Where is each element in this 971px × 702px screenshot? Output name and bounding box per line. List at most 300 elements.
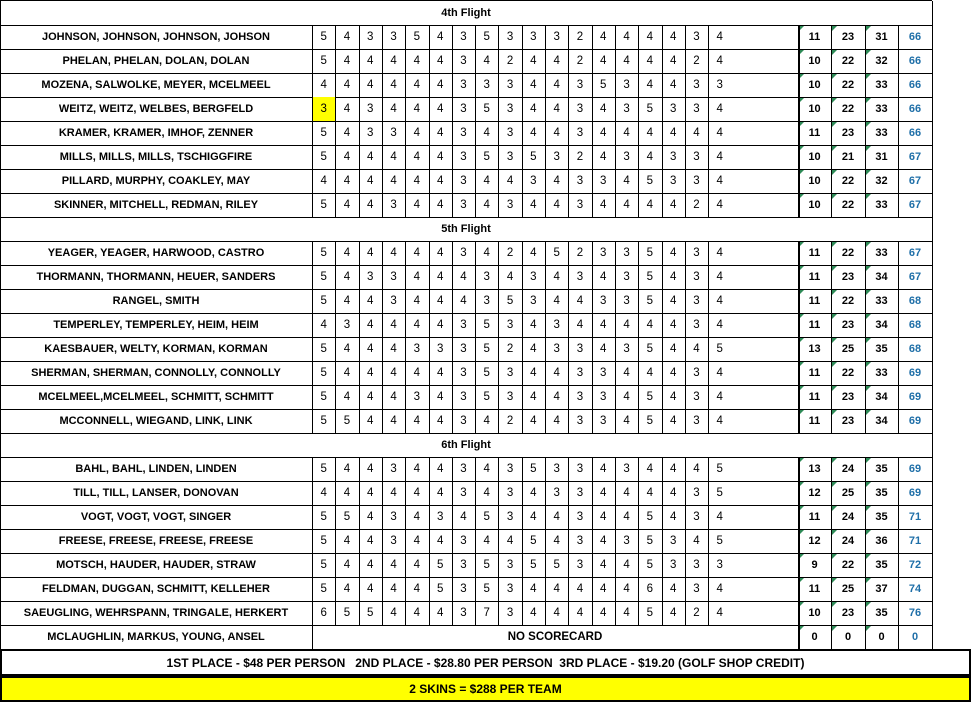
grid-line [932, 529, 933, 553]
hole-score: 4 [530, 319, 537, 331]
team-name: THORMANN, THORMANN, HEUER, SANDERS [36, 271, 276, 283]
hole-score: 4 [390, 55, 397, 67]
hole-score: 4 [553, 271, 560, 283]
grid-line [798, 337, 800, 361]
hole-score: 4 [343, 247, 351, 259]
team-total: 33 [875, 199, 888, 211]
grid-line [662, 121, 663, 145]
grid-line [405, 385, 406, 409]
grid-line [638, 121, 639, 145]
hole-score: 3 [413, 343, 421, 355]
hole-score: 5 [530, 151, 537, 163]
hole-score: 4 [390, 79, 397, 91]
grid-line [798, 25, 800, 49]
grid-line [452, 121, 453, 145]
hole-score: 4 [320, 487, 327, 499]
hole-score: 4 [600, 31, 607, 43]
grid-line [638, 361, 639, 385]
hole-score: 3 [623, 151, 630, 163]
hole-score: 4 [646, 199, 654, 211]
grid-line [452, 145, 453, 169]
grid-line [452, 601, 453, 625]
grid-line [592, 337, 593, 361]
hole-score: 3 [576, 559, 584, 571]
hole-score: 3 [576, 199, 584, 211]
hole-score: 3 [367, 103, 374, 115]
grid-line [545, 49, 546, 73]
hole-score: 5 [553, 247, 560, 259]
grid-line [452, 361, 453, 385]
grid-line [312, 265, 313, 289]
hole-score: 4 [367, 343, 374, 355]
grid-line [662, 481, 663, 505]
grid-line [545, 481, 546, 505]
hole-score: 4 [716, 31, 723, 43]
flight-title: 6th Flight [441, 439, 491, 451]
hole-score: 4 [343, 199, 351, 211]
hole-score: 4 [669, 271, 677, 283]
grid-line [429, 25, 430, 49]
grid-line [335, 25, 336, 49]
grid-line [545, 337, 546, 361]
grid-line [405, 361, 406, 385]
team-total: 11 [808, 127, 821, 139]
grid-line [498, 313, 499, 337]
grid-line [312, 505, 313, 529]
grid-line [498, 601, 499, 625]
grid-line [592, 529, 593, 553]
grid-line [831, 361, 832, 385]
grid-line [382, 409, 383, 433]
grid-line [498, 481, 499, 505]
grid-line [568, 145, 569, 169]
hole-score: 5 [436, 583, 444, 595]
grid-line [429, 313, 430, 337]
hole-score: 4 [506, 271, 514, 283]
grid-line [0, 1, 1, 649]
team-total: 11 [808, 247, 821, 259]
team-total: 23 [841, 31, 855, 43]
hole-score: 4 [530, 55, 537, 67]
hole-score: 4 [343, 559, 351, 571]
hole-score: 4 [716, 175, 723, 187]
grid-line [865, 97, 866, 121]
hole-score: 4 [693, 535, 700, 547]
hole-score: 4 [646, 463, 654, 475]
grid-line [798, 73, 800, 97]
grid-line [405, 313, 406, 337]
grid-line [831, 505, 832, 529]
grid-line [0, 0, 932, 1]
corner-tick [866, 170, 871, 175]
hole-score: 4 [669, 319, 677, 331]
team-name: FELDMAN, DUGGAN, SCHMITT, KELLEHER [42, 583, 270, 595]
grid-line [592, 577, 593, 601]
grid-line [798, 601, 800, 625]
grid-line [662, 337, 663, 361]
grid-line [708, 289, 709, 313]
hole-score: 3 [367, 127, 374, 139]
grid-line [335, 169, 336, 193]
hole-score: 4 [320, 319, 327, 331]
grid-line [382, 97, 383, 121]
final-score: 0 [911, 631, 919, 643]
hole-score: 4 [600, 463, 607, 475]
grid-line [685, 601, 686, 625]
hole-score: 4 [436, 103, 444, 115]
grid-line [568, 577, 569, 601]
team-name: FREESE, FREESE, FREESE, FREESE [58, 535, 254, 547]
grid-line [932, 601, 933, 625]
grid-line [382, 481, 383, 505]
grid-line [932, 505, 933, 529]
grid-line [865, 25, 866, 49]
corner-tick [832, 74, 837, 79]
hole-score: 5 [320, 559, 327, 571]
grid-line [522, 505, 523, 529]
hole-score: 4 [623, 583, 630, 595]
hole-score: 3 [367, 271, 374, 283]
grid-line [498, 337, 499, 361]
grid-line [592, 97, 593, 121]
hole-score: 4 [600, 319, 607, 331]
grid-line [335, 385, 336, 409]
hole-score: 4 [716, 319, 723, 331]
grid-line [638, 601, 639, 625]
hole-score: 4 [553, 295, 560, 307]
hole-score: 3 [576, 175, 584, 187]
grid-line [638, 553, 639, 577]
grid-line [708, 361, 709, 385]
hole-score: 4 [530, 367, 537, 379]
hole-score: 3 [576, 127, 584, 139]
hole-score: 4 [413, 247, 421, 259]
grid-line [429, 577, 430, 601]
hole-score: 4 [413, 319, 421, 331]
grid-line [452, 457, 453, 481]
hole-score: 3 [460, 79, 467, 91]
grid-line [475, 97, 476, 121]
team-total: 23 [841, 607, 855, 619]
hole-score: 5 [646, 607, 654, 619]
grid-line [638, 505, 639, 529]
grid-line [568, 409, 569, 433]
hole-score: 5 [320, 343, 327, 355]
grid-line [312, 169, 313, 193]
grid-line [898, 337, 899, 361]
grid-line [932, 577, 933, 601]
grid-line [522, 145, 523, 169]
hole-score: 3 [623, 271, 630, 283]
hole-score: 3 [506, 199, 514, 211]
hole-score: 4 [716, 151, 723, 163]
grid-line [359, 73, 360, 97]
hole-score: 4 [436, 175, 444, 187]
hole-score: 3 [506, 559, 514, 571]
grid-line [312, 193, 313, 217]
grid-line [831, 313, 832, 337]
team-total: 33 [875, 295, 888, 307]
team-total: 25 [841, 343, 855, 355]
hole-score: 4 [390, 487, 397, 499]
hole-score: 3 [553, 319, 560, 331]
prize-payout-banner [0, 649, 971, 676]
hole-score: 4 [343, 367, 351, 379]
team-total: 34 [875, 391, 888, 403]
grid-line [452, 337, 453, 361]
hole-score: 3 [693, 559, 700, 571]
grid-line [429, 97, 430, 121]
hole-score: 4 [646, 319, 654, 331]
grid-line [382, 529, 383, 553]
hole-score: 5 [646, 391, 654, 403]
hole-score: 4 [483, 127, 490, 139]
grid-line [475, 145, 476, 169]
team-total: 10 [808, 79, 821, 91]
grid-line [708, 49, 709, 73]
hole-score: 4 [600, 607, 607, 619]
final-score: 67 [908, 199, 922, 211]
final-score: 68 [908, 319, 922, 331]
hole-score: 4 [343, 583, 351, 595]
grid-line [405, 169, 406, 193]
hole-score: 5 [716, 487, 723, 499]
grid-line [865, 265, 866, 289]
grid-line [932, 337, 933, 361]
hole-score: 3 [576, 343, 584, 355]
grid-line [312, 241, 313, 265]
grid-line [592, 361, 593, 385]
hole-score: 4 [413, 151, 421, 163]
hole-score: 4 [530, 487, 537, 499]
grid-line [615, 553, 616, 577]
grid-line [312, 601, 313, 625]
hole-score: 5 [646, 559, 654, 571]
final-score: 68 [908, 295, 922, 307]
final-score: 76 [908, 607, 922, 619]
grid-line [335, 49, 336, 73]
grid-line [545, 601, 546, 625]
grid-line [798, 577, 800, 601]
grid-line [545, 193, 546, 217]
grid-line [475, 529, 476, 553]
grid-line [592, 25, 593, 49]
corner-tick [866, 194, 871, 199]
final-score: 69 [908, 463, 922, 475]
hole-score: 4 [669, 295, 677, 307]
grid-line [638, 529, 639, 553]
hole-score: 3 [576, 535, 584, 547]
grid-line [568, 289, 569, 313]
grid-line [498, 529, 499, 553]
grid-line [831, 529, 832, 553]
grid-line [475, 121, 476, 145]
grid-line [522, 121, 523, 145]
hole-score: 3 [693, 511, 700, 523]
hole-score: 4 [623, 487, 630, 499]
hole-score: 4 [483, 487, 490, 499]
grid-line [498, 121, 499, 145]
grid-line [382, 337, 383, 361]
corner-tick [832, 50, 837, 55]
grid-line [568, 73, 569, 97]
grid-line [429, 529, 430, 553]
team-total: 34 [875, 319, 888, 331]
grid-line [405, 97, 406, 121]
grid-line [335, 265, 336, 289]
grid-line [831, 49, 832, 73]
hole-score: 4 [530, 583, 537, 595]
hole-score: 3 [553, 151, 560, 163]
grid-line [898, 505, 899, 529]
team-total: 33 [875, 367, 888, 379]
corner-tick [832, 242, 837, 247]
hole-score: 4 [600, 271, 607, 283]
hole-score: 3 [576, 415, 584, 427]
team-name: MOTSCH, HAUDER, HAUDER, STRAW [56, 559, 256, 571]
hole-score: 4 [390, 247, 397, 259]
hole-score: 4 [343, 103, 351, 115]
hole-score: 4 [530, 127, 537, 139]
hole-score: 4 [623, 175, 630, 187]
grid-line [592, 193, 593, 217]
hole-score: 4 [716, 247, 723, 259]
team-name: JOHNSON, JOHNSON, JOHNSON, JOHSON [42, 31, 270, 43]
grid-line [568, 265, 569, 289]
hole-score: 4 [669, 583, 677, 595]
grid-line [798, 97, 800, 121]
team-total: 0 [844, 631, 852, 643]
grid-line [685, 505, 686, 529]
grid-line [545, 529, 546, 553]
hole-score: 3 [460, 199, 467, 211]
team-total: 36 [875, 535, 888, 547]
team-total: 11 [808, 583, 821, 595]
hole-score: 5 [483, 583, 490, 595]
hole-score: 4 [669, 55, 677, 67]
grid-line [615, 505, 616, 529]
grid-line [312, 121, 313, 145]
grid-line [405, 49, 406, 73]
team-total: 11 [808, 31, 821, 43]
hole-score: 5 [320, 583, 327, 595]
grid-line [831, 25, 832, 49]
final-score: 69 [908, 415, 922, 427]
corner-tick [832, 578, 837, 583]
grid-line [615, 97, 616, 121]
grid-line [831, 481, 832, 505]
grid-line [382, 49, 383, 73]
hole-score: 3 [460, 583, 467, 595]
corner-tick [832, 362, 837, 367]
hole-score: 4 [623, 199, 630, 211]
team-total: 10 [808, 175, 821, 187]
hole-score: 4 [646, 487, 654, 499]
hole-score: 3 [436, 511, 444, 523]
hole-score: 5 [646, 175, 654, 187]
hole-score: 3 [553, 487, 560, 499]
grid-line [359, 25, 360, 49]
grid-line [359, 505, 360, 529]
grid-line [359, 529, 360, 553]
grid-line [545, 361, 546, 385]
grid-line [615, 73, 616, 97]
grid-line [568, 601, 569, 625]
hole-score: 4 [553, 415, 560, 427]
grid-line [405, 457, 406, 481]
hole-score: 5 [646, 271, 654, 283]
grid-line [662, 385, 663, 409]
hole-score: 4 [553, 199, 560, 211]
hole-score: 4 [367, 151, 374, 163]
grid-line [335, 289, 336, 313]
hole-score: 3 [693, 271, 700, 283]
grid-line [685, 553, 686, 577]
grid-line [898, 577, 899, 601]
hole-score: 4 [367, 583, 374, 595]
grid-line [522, 409, 523, 433]
team-total: 33 [875, 79, 888, 91]
hole-score: 4 [530, 79, 537, 91]
grid-line [522, 481, 523, 505]
corner-tick [866, 290, 871, 295]
hole-score: 3 [716, 559, 723, 571]
hole-score: 4 [553, 607, 560, 619]
grid-line [638, 289, 639, 313]
team-total: 23 [841, 391, 855, 403]
team-total: 9 [811, 559, 818, 571]
hole-score: 4 [413, 175, 421, 187]
hole-score: 5 [646, 415, 654, 427]
grid-line [932, 361, 933, 385]
team-total: 22 [841, 199, 855, 211]
grid-line [359, 49, 360, 73]
hole-score: 3 [506, 511, 514, 523]
final-score: 66 [908, 31, 922, 43]
hole-score: 3 [460, 55, 467, 67]
grid-line [405, 529, 406, 553]
hole-score: 4 [553, 391, 560, 403]
hole-score: 4 [390, 103, 397, 115]
grid-line [452, 193, 453, 217]
hole-score: 4 [390, 367, 397, 379]
hole-score: 4 [669, 607, 677, 619]
hole-score: 4 [436, 367, 444, 379]
grid-line [708, 169, 709, 193]
grid-line [475, 553, 476, 577]
team-total: 32 [875, 55, 888, 67]
hole-score: 4 [716, 415, 723, 427]
grid-line [615, 265, 616, 289]
corner-tick [866, 98, 871, 103]
grid-line [568, 121, 569, 145]
team-total: 35 [875, 487, 888, 499]
grid-line [359, 169, 360, 193]
grid-line [615, 409, 616, 433]
hole-score: 4 [623, 415, 630, 427]
corner-tick [866, 458, 871, 463]
grid-line [592, 241, 593, 265]
grid-line [592, 505, 593, 529]
grid-line [522, 577, 523, 601]
team-total: 23 [841, 271, 855, 283]
hole-score: 4 [576, 295, 584, 307]
hole-score: 5 [716, 463, 723, 475]
grid-line [335, 505, 336, 529]
grid-line [475, 73, 476, 97]
grid-line [708, 457, 709, 481]
hole-score: 4 [413, 415, 421, 427]
